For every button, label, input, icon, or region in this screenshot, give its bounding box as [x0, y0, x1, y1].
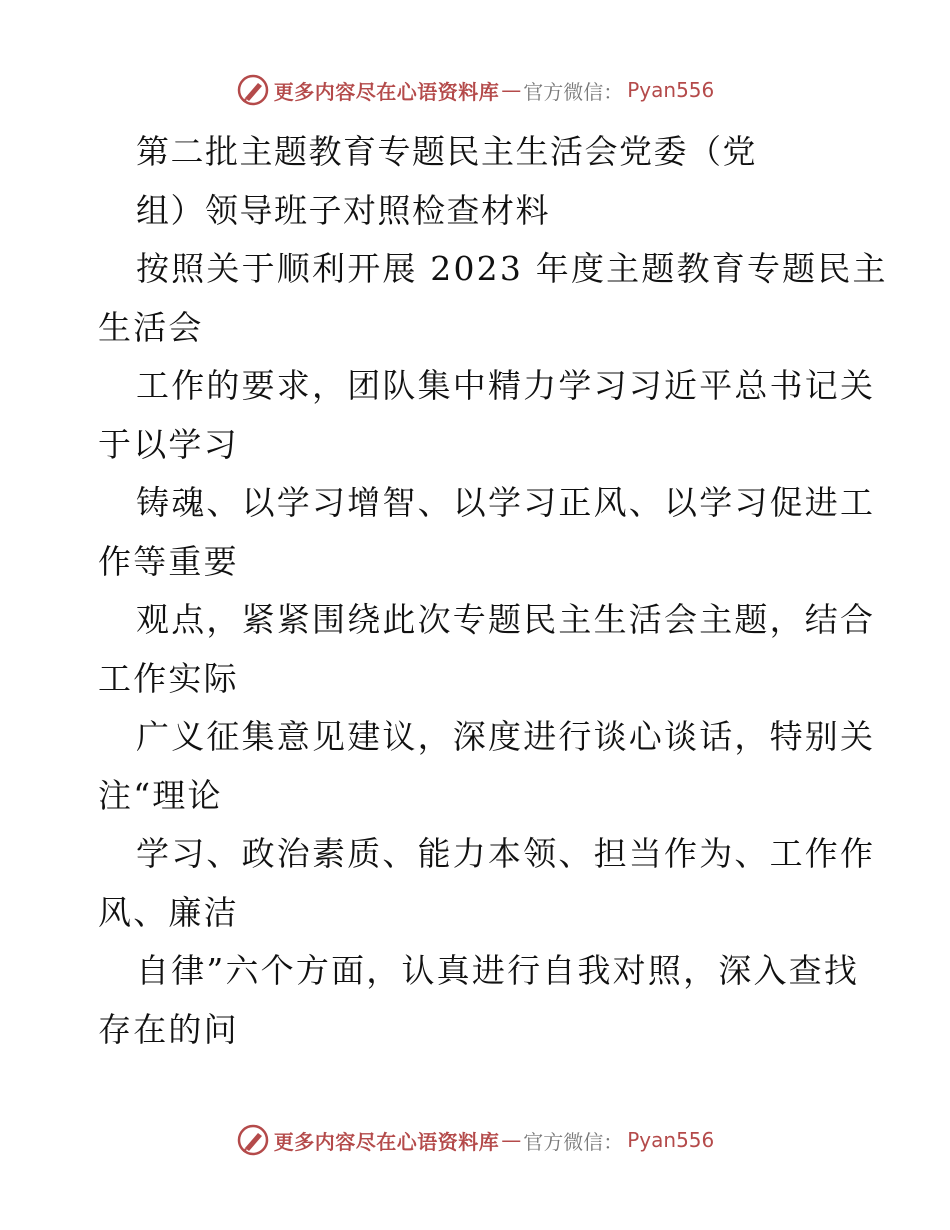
- watermark-site-text: 更多内容尽在心语资料库: [273, 1129, 500, 1154]
- paragraph-line: 工作的要求，团队集中精力学习习近平总书记关: [136, 366, 876, 405]
- paragraph-line: 按照关于顺利开展 2023 年度主题教育专题民主: [136, 249, 888, 288]
- watermark-wechat-label: 官方微信：: [523, 1129, 624, 1154]
- watermark-footer: [0, 1120, 950, 1160]
- watermark-wechat-id: Pyan556: [627, 78, 715, 102]
- document-title-line-1: 第二批主题教育专题民主生活会党委（党: [136, 132, 757, 171]
- pen-logo-icon: [236, 73, 270, 107]
- watermark-wechat-label: 官方微信：: [523, 79, 624, 104]
- paragraph-line: 学习、政治素质、能力本领、担当作为、工作作: [136, 834, 876, 873]
- watermark-dash: —: [501, 1128, 522, 1152]
- paragraph-line: 于以学习: [98, 424, 239, 464]
- paragraph-line: 广义征集意见建议，深度进行谈心谈话，特别关: [136, 717, 876, 756]
- paragraph-line: 注“理论: [98, 775, 223, 815]
- paragraph-line: 存在的问: [98, 1009, 239, 1049]
- document-body: [98, 123, 888, 1059]
- paragraph-line: 观点，紧紧围绕此次专题民主生活会主题，结合: [136, 600, 876, 639]
- paragraph-line: 生活会: [98, 307, 204, 347]
- pen-logo-icon: [236, 1123, 270, 1157]
- watermark-dash: —: [501, 78, 522, 102]
- paragraph-line: 工作实际: [98, 658, 239, 698]
- paragraph-line: 自律”六个方面，认真进行自我对照，深入查找: [136, 951, 860, 990]
- paragraph-line: 作等重要: [98, 541, 239, 581]
- document-title-line-2: 组）领导班子对照检查材料: [136, 190, 550, 230]
- paragraph-line: 风、廉洁: [98, 892, 239, 932]
- paragraph-line: 铸魂、以学习增智、以学习正风、以学习促进工: [136, 483, 876, 522]
- watermark-header: [0, 70, 950, 110]
- watermark-site-text: 更多内容尽在心语资料库: [273, 79, 500, 104]
- watermark-wechat-id: Pyan556: [627, 1128, 715, 1152]
